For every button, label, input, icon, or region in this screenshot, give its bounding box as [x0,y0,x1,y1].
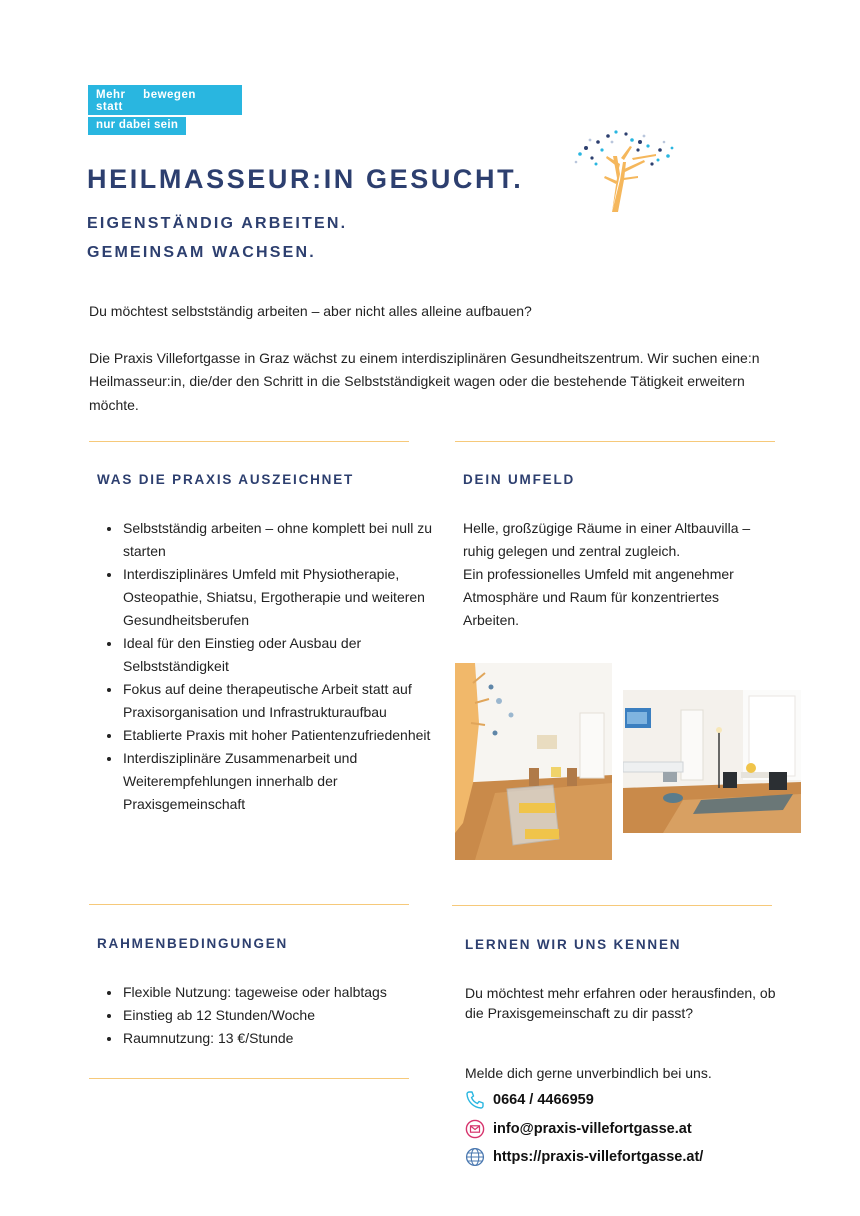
contact-phone[interactable]: 0664 / 4466959 [493,1092,594,1108]
list-item: • Ideal für den Einstieg oder Ausbau der Selbstständigkeit [122,632,452,678]
environment-line: Ein professionelles Umfeld mit angenehmer [463,566,734,582]
intro-paragraph-1: Du möchtest selbstständig arbeiten – aber nicht alles alleine aufbauen? [89,303,532,319]
list-item: • Fokus auf deine therapeutische Arbeit statt auf Praxisorganisation und Infrastrukturaufbau [122,678,452,724]
divider [455,441,775,442]
list-item: • Interdisziplinäres Umfeld mit Physiotherapie, Osteopathie, Shiatsu, Ergotherapie und weiteren Gesundheitsberufen [122,563,452,632]
list-item: • Interdisziplinäre Zusammenarbeit und Weiterempfehlungen innerhalb der Praxisgemeinschaft [122,747,452,816]
tagline-badge [88,85,242,135]
divider [452,905,772,906]
intro-text [89,300,769,440]
phone-icon [465,1090,485,1110]
list-item: • Etablierte Praxis mit hoher Patientenzufriedenheit [122,724,452,747]
contact-website-row[interactable] [465,1147,703,1167]
divider [89,441,409,442]
contact-title: LERNEN WIR UNS KENNEN [465,937,682,952]
list-item: • Selbstständig arbeiten – ohne komplett bei null zu starten [122,517,452,563]
contact-phone-row[interactable] [465,1090,594,1110]
divider [89,904,409,905]
environment-line: Arbeiten. [463,612,520,628]
subtitle-line2: GEMEINSAM WACHSEN. [87,244,316,261]
globe-icon [465,1147,485,1167]
mail-icon [465,1119,485,1139]
contact-email-row[interactable] [465,1119,692,1139]
conditions-title: RAHMENBEDINGUNGEN [97,936,289,951]
subtitle-line1: EIGENSTÄNDIG ARBEITEN. [87,215,348,232]
environment-line: Atmosphäre und Raum für konzentriertes [463,589,720,605]
list-item: • Raumnutzung: 13 €/Stunde [122,1027,452,1050]
contact-email[interactable]: info@praxis-villefortgasse.at [493,1121,692,1137]
environment-text [463,517,783,632]
contact-invite-text: Melde dich gerne unverbindlich bei uns. [465,1065,712,1081]
features-title: WAS DIE PRAXIS AUSZEICHNET [97,472,355,487]
contact-website[interactable]: https://praxis-villefortgasse.at/ [493,1149,704,1165]
tagline-line1: Mehr bewegen statt [88,85,242,115]
list-item: • Flexible Nutzung: tageweise oder halbtags [122,981,452,1004]
page-subtitle [87,209,347,267]
features-list [89,517,452,816]
environment-title: DEIN UMFELD [463,472,576,487]
practice-hallway-photo [455,663,612,860]
tagline-line2: nur dabei sein [88,117,186,135]
page-title: HEILMASSEUR:IN GESUCHT. [87,164,524,194]
tree-logo-icon [568,128,676,214]
environment-line: Helle, großzügige Räume in einer Altbauvilla – [463,520,751,536]
divider [89,1078,409,1079]
environment-line: ruhig gelegen und zentral zugleich. [463,543,681,559]
list-item: • Einstieg ab 12 Stunden/Woche [122,1004,452,1027]
practice-room-photo [623,690,801,833]
intro-paragraph-2: Die Praxis Villefortgasse in Graz wächst zu einem interdisziplinären Gesundheitszentrum. Wir suchen eine:n Heilmasseur:in, die/der den Schritt in die Selbstständigkeit wagen oder die bestehende Tätigkeit erweitern möchte. [89,349,760,413]
conditions-list [89,981,452,1050]
contact-intro-text: Du möchtest mehr erfahren oder herausfinden, ob die Praxisgemeinschaft zu dir passt? [465,985,776,1021]
